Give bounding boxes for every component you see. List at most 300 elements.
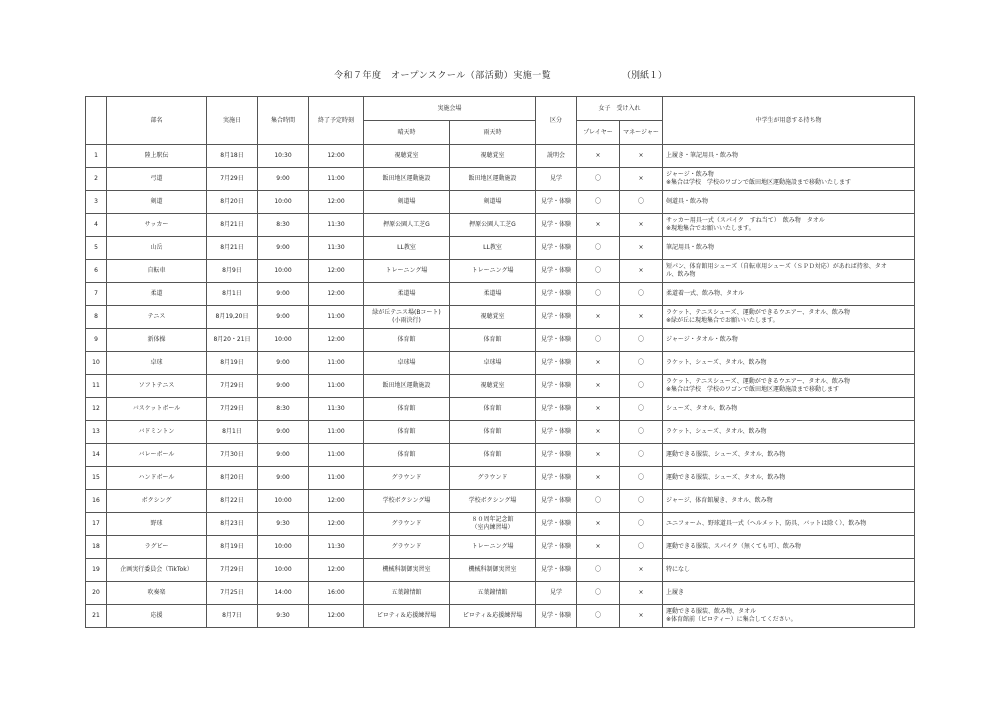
gather-time-cell: 9:30 [258, 605, 309, 628]
girls-player-mark-cell: × [577, 536, 620, 559]
club-schedule-table [85, 96, 915, 628]
items-line: ユニフォーム、野球道具一式（ヘルメット、防具、バットは除く）、飲み物 [666, 520, 867, 528]
document-title-bar [0, 68, 1000, 84]
items-line: ※現地集合でお願いいたします。 [666, 225, 755, 232]
row-number-cell: 3 [86, 191, 107, 214]
category-cell: 見学・体験 [536, 237, 577, 260]
items-line: ※集合は学校 学校のワゴンで飯田地区運動施設まで移動します [666, 386, 840, 393]
end-time-cell: 11:00 [309, 467, 364, 490]
club-name-cell: 新体操 [107, 329, 207, 352]
date-cell: 8月23日 [207, 513, 258, 536]
items-cell [663, 306, 915, 329]
club-name-cell: 陸上駅伝 [107, 145, 207, 168]
category-cell: 見学・体験 [536, 490, 577, 513]
items-line: 運動できる服装、スパイク（無くても可）、飲み物 [666, 543, 801, 551]
category-cell: 見学・体験 [536, 421, 577, 444]
row-number-cell: 18 [86, 536, 107, 559]
date-cell: 7月29日 [207, 168, 258, 191]
table-row [86, 582, 915, 605]
girls-manager-mark-cell: × [620, 237, 663, 260]
header-category: 区分 [536, 97, 577, 145]
venue-sunny-cell: 体育館 [364, 398, 450, 421]
row-number-cell: 9 [86, 329, 107, 352]
row-number-cell: 7 [86, 283, 107, 306]
girls-player-mark-cell: × [577, 145, 620, 168]
venue-sunny-cell: 機械科制御実習室 [364, 559, 450, 582]
club-name-cell: 吹奏楽 [107, 582, 207, 605]
table-row [86, 398, 915, 421]
girls-manager-mark-cell: 〇 [620, 421, 663, 444]
girls-manager-mark-cell: 〇 [620, 375, 663, 398]
girls-manager-mark-cell: 〇 [620, 513, 663, 536]
table-row [86, 283, 915, 306]
table-row [86, 536, 915, 559]
girls-manager-mark-cell: 〇 [620, 536, 663, 559]
girls-manager-mark-cell: × [620, 559, 663, 582]
end-time-cell: 11:30 [309, 237, 364, 260]
girls-manager-mark-cell: × [620, 260, 663, 283]
items-line: ラケット、テニスシューズ、運動ができるウエアー、タオル、飲み物 [666, 378, 850, 386]
items-cell [663, 260, 915, 283]
club-name-cell: テニス [107, 306, 207, 329]
venue-rainy-cell: 体育館 [450, 421, 536, 444]
club-name-cell: 卓球 [107, 352, 207, 375]
end-time-cell: 11:00 [309, 375, 364, 398]
date-cell: 8月1日 [207, 283, 258, 306]
venue-rainy-cell: 視聴覚室 [450, 306, 536, 329]
end-time-cell: 11:30 [309, 398, 364, 421]
end-time-cell: 12:00 [309, 191, 364, 214]
end-time-cell: 11:00 [309, 306, 364, 329]
date-cell: 8月20日 [207, 191, 258, 214]
venue-rainy-cell: 体育館 [450, 444, 536, 467]
gather-time-cell: 9:00 [258, 352, 309, 375]
items-cell [663, 352, 915, 375]
venue-sunny-cell: グラウンド [364, 536, 450, 559]
girls-manager-mark-cell: 〇 [620, 191, 663, 214]
venue-sunny-cell: 体育館 [364, 444, 450, 467]
table-row [86, 490, 915, 513]
row-number-cell: 8 [86, 306, 107, 329]
club-name-cell: 野球 [107, 513, 207, 536]
items-line: 上履き [666, 589, 685, 597]
end-time-cell: 12:00 [309, 145, 364, 168]
category-cell: 見学・体験 [536, 467, 577, 490]
items-cell [663, 490, 915, 513]
date-cell: 8月7日 [207, 605, 258, 628]
end-time-cell: 12:00 [309, 513, 364, 536]
date-cell: 7月25日 [207, 582, 258, 605]
items-line: 筆記用具・飲み物 [666, 244, 715, 252]
table-row [86, 191, 915, 214]
venue-rainy-cell: 体育館 [450, 329, 536, 352]
table-body [86, 145, 915, 628]
venue-sunny-cell: ピロティ＆応援練習場 [364, 605, 450, 628]
girls-player-mark-cell: × [577, 467, 620, 490]
items-cell [663, 398, 915, 421]
category-cell: 見学・体験 [536, 375, 577, 398]
category-cell: 見学・体験 [536, 398, 577, 421]
items-line: ラケット、シューズ、タオル、飲み物 [666, 359, 767, 367]
girls-player-mark-cell: 〇 [577, 329, 620, 352]
category-cell: 見学・体験 [536, 191, 577, 214]
gather-time-cell: 10:00 [258, 260, 309, 283]
girls-manager-mark-cell: × [620, 605, 663, 628]
venue-line: 緑が丘テニス場(Bコート) [372, 309, 441, 317]
date-cell: 8月18日 [207, 145, 258, 168]
venue-rainy-cell: 飯田地区運動施設 [450, 168, 536, 191]
date-cell: 7月29日 [207, 398, 258, 421]
venue-rainy-cell: 卓球場 [450, 352, 536, 375]
items-line: 運動できる服装、シューズ、タオル、飲み物 [666, 451, 786, 459]
end-time-cell: 12:00 [309, 559, 364, 582]
items-line: ル、飲み物 [666, 271, 696, 278]
header-venue: 実施会場 [364, 97, 536, 121]
header-end-time: 終了予定時刻 [309, 97, 364, 145]
appendix-label: （別紙１） [622, 71, 668, 81]
venue-rainy-cell: 剣道場 [450, 191, 536, 214]
gather-time-cell: 9:00 [258, 421, 309, 444]
venue-rainy-cell: 学校ボクシング場 [450, 490, 536, 513]
document-title: 令和７年度 オープンスクール（部活動）実施一覧 [334, 71, 552, 81]
header-gather-time: 集合時間 [258, 97, 309, 145]
club-name-cell: バスケットボール [107, 398, 207, 421]
club-name-cell: ラグビー [107, 536, 207, 559]
venue-rainy-cell: 押原公園人工芝G [450, 214, 536, 237]
gather-time-cell: 10:30 [258, 145, 309, 168]
gather-time-cell: 9:00 [258, 168, 309, 191]
date-cell: 8月9日 [207, 260, 258, 283]
category-cell: 見学・体験 [536, 605, 577, 628]
venue-rainy-cell: トレーニング場 [450, 260, 536, 283]
venue-sunny-cell: LL教室 [364, 237, 450, 260]
venue-rainy-cell: 体育館 [450, 398, 536, 421]
date-cell: 8月19日 [207, 536, 258, 559]
venue-rainy-cell: トレーニング場 [450, 536, 536, 559]
girls-player-mark-cell: × [577, 513, 620, 536]
row-number-cell: 4 [86, 214, 107, 237]
end-time-cell: 12:00 [309, 260, 364, 283]
venue-rainy-cell: 五葉鐘情館 [450, 582, 536, 605]
girls-player-mark-cell: 〇 [577, 191, 620, 214]
items-line: 運動できる服装、シューズ、タオル、飲み物 [666, 474, 786, 482]
table-row [86, 306, 915, 329]
venue-sunny-cell: 飯田地区運動施設 [364, 168, 450, 191]
gather-time-cell: 10:00 [258, 329, 309, 352]
category-cell: 見学 [536, 582, 577, 605]
date-cell: 8月21日 [207, 237, 258, 260]
girls-player-mark-cell: × [577, 421, 620, 444]
table-row [86, 237, 915, 260]
venue-line: （室内練習場） [471, 524, 514, 531]
venue-sunny-cell: 視聴覚室 [364, 145, 450, 168]
venue-line: ８０周年記念館 [471, 516, 514, 524]
end-time-cell: 11:00 [309, 168, 364, 191]
end-time-cell: 11:00 [309, 352, 364, 375]
club-name-cell: 山岳 [107, 237, 207, 260]
club-name-cell: 柔道 [107, 283, 207, 306]
items-line: 運動できる服装、飲み物、タオル [666, 608, 757, 616]
items-cell [663, 536, 915, 559]
gather-time-cell: 9:00 [258, 237, 309, 260]
venue-sunny-cell: 飯田地区運動施設 [364, 375, 450, 398]
club-name-cell: 剣道 [107, 191, 207, 214]
girls-manager-mark-cell: 〇 [620, 490, 663, 513]
club-name-cell: バドミントン [107, 421, 207, 444]
row-number-cell: 15 [86, 467, 107, 490]
header-number [86, 97, 107, 145]
row-number-cell: 19 [86, 559, 107, 582]
header-girls-manager: マネージャー [620, 121, 663, 145]
end-time-cell: 11:00 [309, 421, 364, 444]
girls-manager-mark-cell: × [620, 214, 663, 237]
items-line: 剣道具・飲み物 [666, 198, 709, 206]
header-venue-sunny: 晴天時 [364, 121, 450, 145]
girls-player-mark-cell: 〇 [577, 582, 620, 605]
gather-time-cell: 10:00 [258, 559, 309, 582]
date-cell: 8月22日 [207, 490, 258, 513]
venue-sunny-cell: 体育館 [364, 329, 450, 352]
date-cell: 8月1日 [207, 421, 258, 444]
girls-manager-mark-cell: × [620, 582, 663, 605]
category-cell: 見学・体験 [536, 536, 577, 559]
girls-manager-mark-cell: 〇 [620, 467, 663, 490]
venue-sunny-cell: 剣道場 [364, 191, 450, 214]
table-row [86, 214, 915, 237]
items-cell [663, 283, 915, 306]
venue-rainy-cell: ピロティ＆応援練習場 [450, 605, 536, 628]
header-girls: 女子 受け入れ [577, 97, 663, 121]
category-cell: 見学・体験 [536, 306, 577, 329]
row-number-cell: 13 [86, 421, 107, 444]
items-cell [663, 168, 915, 191]
venue-sunny-cell: 五葉鐘情館 [364, 582, 450, 605]
venue-sunny-cell [364, 306, 450, 329]
club-name-cell: ソフトテニス [107, 375, 207, 398]
club-name-cell: 弓道 [107, 168, 207, 191]
girls-player-mark-cell: 〇 [577, 605, 620, 628]
girls-player-mark-cell: × [577, 398, 620, 421]
date-cell: 8月20・21日 [207, 329, 258, 352]
gather-time-cell: 9:00 [258, 375, 309, 398]
items-cell [663, 214, 915, 237]
end-time-cell: 12:00 [309, 329, 364, 352]
venue-rainy-cell [450, 513, 536, 536]
items-line: ジャージ・タオル・飲み物 [666, 336, 738, 344]
row-number-cell: 10 [86, 352, 107, 375]
venue-sunny-cell: 卓球場 [364, 352, 450, 375]
category-cell: 見学・体験 [536, 260, 577, 283]
club-name-cell: 自転車 [107, 260, 207, 283]
gather-time-cell: 10:00 [258, 191, 309, 214]
gather-time-cell: 8:30 [258, 214, 309, 237]
club-name-cell: 企画実行委員会（TikTok） [107, 559, 207, 582]
category-cell: 見学・体験 [536, 283, 577, 306]
girls-player-mark-cell: × [577, 352, 620, 375]
venue-rainy-cell: LL教室 [450, 237, 536, 260]
table-row [86, 329, 915, 352]
header-girls-player: プレイヤー [577, 121, 620, 145]
girls-player-mark-cell: × [577, 306, 620, 329]
category-cell: 見学・体験 [536, 444, 577, 467]
items-cell [663, 145, 915, 168]
venue-line: (小雨決行) [392, 317, 421, 324]
table-row [86, 467, 915, 490]
header-date: 実施日 [207, 97, 258, 145]
club-name-cell: 応援 [107, 605, 207, 628]
items-cell [663, 421, 915, 444]
end-time-cell: 11:30 [309, 536, 364, 559]
date-cell: 7月29日 [207, 559, 258, 582]
table-header [86, 97, 915, 145]
girls-manager-mark-cell: 〇 [620, 283, 663, 306]
end-time-cell: 11:00 [309, 444, 364, 467]
girls-player-mark-cell: × [577, 375, 620, 398]
category-cell: 見学・体験 [536, 352, 577, 375]
venue-rainy-cell: 機械科制御実習室 [450, 559, 536, 582]
items-line: ジャージ、体育館履き、タオル、飲み物 [666, 497, 773, 505]
items-cell [663, 329, 915, 352]
items-line: ※集合は学校 学校のワゴンで飯田地区運動施設まで移動いたします [666, 179, 852, 186]
girls-player-mark-cell: 〇 [577, 559, 620, 582]
items-line: 特になし [666, 566, 691, 574]
date-cell: 8月19日 [207, 352, 258, 375]
table-row [86, 352, 915, 375]
girls-manager-mark-cell: × [620, 306, 663, 329]
gather-time-cell: 14:00 [258, 582, 309, 605]
items-line: ※緑が丘に現地集合でお願いいたします。 [666, 317, 779, 324]
club-name-cell: ハンドボール [107, 467, 207, 490]
row-number-cell: 11 [86, 375, 107, 398]
gather-time-cell: 9:00 [258, 467, 309, 490]
venue-sunny-cell: 学校ボクシング場 [364, 490, 450, 513]
items-cell [663, 237, 915, 260]
table-row [86, 145, 915, 168]
header-items: 中学生が用意する持ち物 [663, 97, 915, 145]
row-number-cell: 1 [86, 145, 107, 168]
girls-player-mark-cell: 〇 [577, 168, 620, 191]
end-time-cell: 12:00 [309, 283, 364, 306]
items-cell [663, 375, 915, 398]
girls-player-mark-cell: 〇 [577, 283, 620, 306]
row-number-cell: 5 [86, 237, 107, 260]
girls-manager-mark-cell: 〇 [620, 444, 663, 467]
girls-manager-mark-cell: × [620, 168, 663, 191]
items-line: ※体育館前（ピロティー）に集合してください。 [666, 616, 797, 623]
date-cell: 8月19,20日 [207, 306, 258, 329]
venue-sunny-cell: トレーニング場 [364, 260, 450, 283]
items-cell [663, 467, 915, 490]
table-row [86, 168, 915, 191]
end-time-cell: 12:00 [309, 605, 364, 628]
row-number-cell: 12 [86, 398, 107, 421]
category-cell: 説明会 [536, 145, 577, 168]
gather-time-cell: 9:00 [258, 283, 309, 306]
gather-time-cell: 9:00 [258, 306, 309, 329]
venue-rainy-cell: 柔道場 [450, 283, 536, 306]
date-cell: 7月29日 [207, 375, 258, 398]
girls-manager-mark-cell: 〇 [620, 398, 663, 421]
items-line: サッカー用具一式（スパイク すね当て） 飲み物 タオル [666, 217, 825, 225]
gather-time-cell: 8:30 [258, 398, 309, 421]
club-name-cell: バレーボール [107, 444, 207, 467]
table-row [86, 559, 915, 582]
row-number-cell: 20 [86, 582, 107, 605]
table-row [86, 375, 915, 398]
venue-rainy-cell: グラウンド [450, 467, 536, 490]
header-venue-rainy: 雨天時 [450, 121, 536, 145]
gather-time-cell: 10:00 [258, 490, 309, 513]
table-row [86, 513, 915, 536]
venue-sunny-cell: 柔道場 [364, 283, 450, 306]
row-number-cell: 2 [86, 168, 107, 191]
girls-manager-mark-cell: 〇 [620, 329, 663, 352]
items-cell [663, 582, 915, 605]
girls-manager-mark-cell: 〇 [620, 352, 663, 375]
items-line: ラケット、テニスシューズ、運動ができるウエアー、タオル、飲み物 [666, 309, 850, 317]
items-cell [663, 191, 915, 214]
category-cell: 見学 [536, 168, 577, 191]
items-line: 短パン、体育館用シューズ（自転車用シューズ（ＳＰＤ対応）があれば持参、タオ [666, 263, 887, 271]
category-cell: 見学・体験 [536, 214, 577, 237]
girls-manager-mark-cell: × [620, 145, 663, 168]
venue-sunny-cell: 押原公園人工芝G [364, 214, 450, 237]
venue-rainy-cell: 視聴覚室 [450, 375, 536, 398]
items-line: シューズ、タオル、飲み物 [666, 405, 738, 413]
items-line: ラケット、シューズ、タオル、飲み物 [666, 428, 767, 436]
date-cell: 8月20日 [207, 467, 258, 490]
category-cell: 見学・体験 [536, 329, 577, 352]
girls-player-mark-cell: × [577, 214, 620, 237]
header-club: 部名 [107, 97, 207, 145]
category-cell: 見学・体験 [536, 513, 577, 536]
venue-sunny-cell: グラウンド [364, 467, 450, 490]
table-row [86, 260, 915, 283]
venue-sunny-cell: 体育館 [364, 421, 450, 444]
girls-player-mark-cell: × [577, 444, 620, 467]
row-number-cell: 17 [86, 513, 107, 536]
table-row [86, 605, 915, 628]
items-line: ジャージ・飲み物 [666, 171, 714, 179]
row-number-cell: 16 [86, 490, 107, 513]
venue-sunny-cell: グラウンド [364, 513, 450, 536]
girls-player-mark-cell: 〇 [577, 490, 620, 513]
venue-rainy-cell: 視聴覚室 [450, 145, 536, 168]
items-line: 上履き・筆記用具・飲み物 [666, 152, 739, 160]
club-name-cell: サッカー [107, 214, 207, 237]
items-cell [663, 559, 915, 582]
row-number-cell: 21 [86, 605, 107, 628]
table-row [86, 444, 915, 467]
club-name-cell: ボクシング [107, 490, 207, 513]
items-cell [663, 513, 915, 536]
items-cell [663, 444, 915, 467]
end-time-cell: 11:30 [309, 214, 364, 237]
girls-player-mark-cell: 〇 [577, 260, 620, 283]
items-line: 柔道着一式、飲み物、タオル [666, 290, 745, 298]
row-number-cell: 14 [86, 444, 107, 467]
gather-time-cell: 9:30 [258, 513, 309, 536]
gather-time-cell: 10:00 [258, 536, 309, 559]
gather-time-cell: 9:00 [258, 444, 309, 467]
end-time-cell: 12:00 [309, 490, 364, 513]
date-cell: 8月21日 [207, 214, 258, 237]
end-time-cell: 16:00 [309, 582, 364, 605]
date-cell: 7月30日 [207, 444, 258, 467]
items-cell [663, 605, 915, 628]
category-cell: 見学・体験 [536, 559, 577, 582]
girls-player-mark-cell: 〇 [577, 237, 620, 260]
